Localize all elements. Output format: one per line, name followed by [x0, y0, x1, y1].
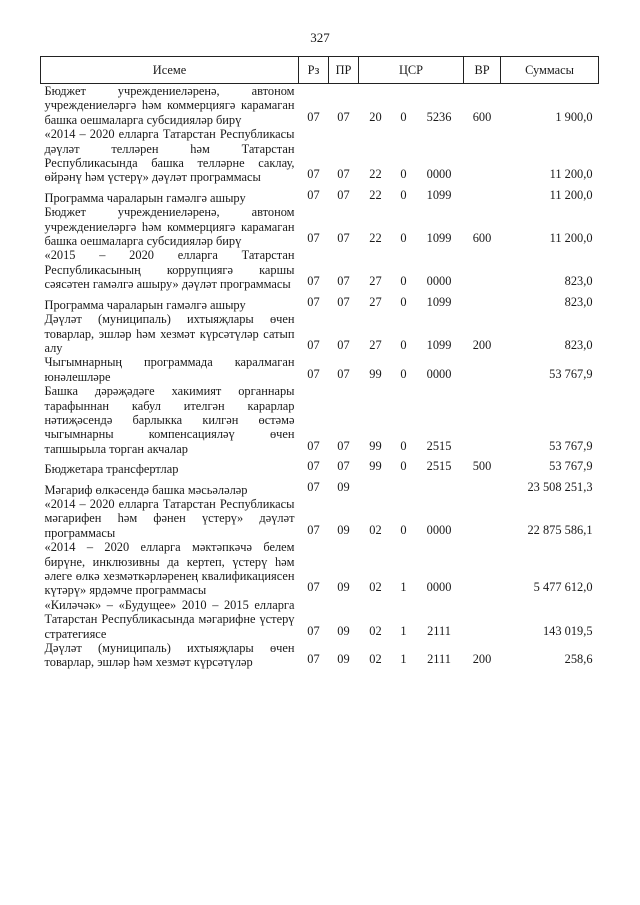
row-rz: 07 — [307, 479, 320, 494]
table-row — [41, 540, 599, 598]
row-vr — [464, 355, 501, 384]
row-name: Бюджет учреждениеләренә, автоном учреждениеләргә һәм коммерциягә карамаган башка оешмаларга субсидияләр бирү — [44, 84, 295, 127]
row-name: Башка дәрәҗәдәге хакимият органнары тарафыннан кабул ителгән карарлар нәтиҗәсендә барлыкка килгән өстәмә чыгымнарны компенсацияләү өчен тапшырыла торган акчалар — [44, 384, 295, 456]
row-sum: 258,6 — [564, 652, 593, 667]
row-csr-code: 2515 — [426, 438, 452, 453]
row-pr: 09 — [337, 479, 350, 494]
row-sum: 823,0 — [564, 274, 593, 289]
row-vr: 600 — [472, 231, 492, 246]
row-vr — [464, 292, 501, 312]
row-csr-program: 99 — [369, 366, 382, 381]
row-csr-program: 22 — [369, 187, 382, 202]
row-name: Мәгариф өлкәсендә башка мәсьәләләр — [44, 482, 248, 497]
row-vr — [464, 598, 501, 641]
row-csr-subprogram: 0 — [400, 366, 407, 381]
table-row — [41, 355, 599, 384]
row-csr-subprogram — [393, 477, 415, 497]
row-csr-program: 02 — [369, 623, 382, 638]
row-csr-subprogram: 0 — [400, 274, 407, 289]
row-rz: 07 — [307, 438, 320, 453]
table-row — [41, 127, 599, 185]
row-csr-subprogram: 0 — [400, 187, 407, 202]
header-pr: ПР — [329, 57, 359, 84]
row-pr: 07 — [337, 167, 350, 182]
row-csr-program: 02 — [369, 652, 382, 667]
row-csr-code: 0000 — [426, 366, 452, 381]
row-pr: 07 — [337, 231, 350, 246]
table-row — [41, 248, 599, 291]
row-name: «Киләчәк» – «Будущее» 2010 – 2015 елларга Татарстан Республикасында мәгарифне үстерү стратегиясе — [44, 597, 295, 641]
row-sum: 53 767,9 — [549, 366, 593, 381]
header-sum: Суммасы — [501, 57, 599, 84]
row-rz: 07 — [307, 187, 320, 202]
row-name: «2014 – 2020 елларга Татарстан Республикасы дәүләт телләрен һәм Татарстан Республикасында башка телләрне саклау, өйрәнү һәм үстерү» дәүләт программасы — [44, 127, 295, 185]
row-csr-code: 0000 — [426, 167, 452, 182]
row-vr: 200 — [472, 337, 492, 352]
row-csr-code: 2111 — [427, 623, 451, 638]
row-csr-code: 1099 — [426, 294, 452, 309]
row-name: Программа чараларын гамәлгә ашыру — [44, 190, 246, 205]
row-sum: 5 477 612,0 — [533, 580, 593, 595]
row-csr-program: 02 — [369, 522, 382, 537]
row-name: Дәүләт (муниципаль) ихтыяҗлары өчен товарлар, эшләр һәм хезмәт күрсәтүләр — [44, 641, 295, 670]
row-csr-code: 0000 — [426, 274, 452, 289]
row-rz: 07 — [307, 580, 320, 595]
row-rz: 07 — [307, 337, 320, 352]
row-csr-program: 22 — [369, 167, 382, 182]
row-rz: 07 — [307, 522, 320, 537]
row-csr-program: 22 — [369, 231, 382, 246]
table-row — [41, 598, 599, 641]
row-name: Чыгымнарның программада каралмаган юнәлешләре — [44, 355, 295, 384]
row-rz: 07 — [307, 167, 320, 182]
row-name: Дәүләт (муниципаль) ихтыяҗлары өчен товарлар, эшләр һәм хезмәт күрсәтүләр сатып алу — [44, 312, 295, 355]
row-csr-subprogram: 0 — [400, 231, 407, 246]
table-row — [41, 384, 599, 456]
row-sum: 23 508 251,3 — [527, 479, 593, 494]
row-sum: 53 767,9 — [549, 438, 593, 453]
row-rz: 07 — [307, 623, 320, 638]
table-row — [41, 312, 599, 355]
row-sum: 11 200,0 — [549, 167, 593, 182]
row-sum: 143 019,5 — [542, 623, 593, 638]
row-csr-code: 2111 — [427, 652, 451, 667]
row-sum: 53 767,9 — [549, 459, 593, 474]
row-csr-subprogram: 1 — [400, 652, 407, 667]
row-sum: 1 900,0 — [555, 109, 593, 124]
header-rz: Рз — [299, 57, 329, 84]
row-csr-program: 99 — [369, 438, 382, 453]
row-csr-subprogram: 1 — [400, 580, 407, 595]
row-csr-subprogram: 0 — [400, 459, 407, 474]
table-row — [41, 477, 599, 497]
row-pr: 09 — [337, 652, 350, 667]
row-vr: 500 — [472, 459, 492, 474]
row-pr: 07 — [337, 294, 350, 309]
row-csr-program: 27 — [369, 274, 382, 289]
row-rz: 07 — [307, 294, 320, 309]
row-pr: 07 — [337, 459, 350, 474]
row-name: «2015 – 2020 елларга Татарстан Республикасының коррупциягә каршы сәясәтен гамәлгә ашыру» дәүләт программасы — [44, 248, 295, 292]
table-row — [41, 456, 599, 476]
row-csr-program: 99 — [369, 459, 382, 474]
row-csr-code: 0000 — [426, 580, 452, 595]
row-pr: 07 — [337, 438, 350, 453]
row-vr — [464, 185, 501, 205]
table-row — [41, 292, 599, 312]
row-rz: 07 — [307, 652, 320, 667]
page-number: 327 — [310, 30, 330, 45]
row-csr-code: 1099 — [426, 337, 452, 352]
row-pr: 07 — [337, 187, 350, 202]
row-vr — [464, 127, 501, 185]
row-name: «2014 – 2020 елларга Татарстан Республикасы мәгарифен һәм фәнен үстерү» дәүләт программасы — [44, 496, 295, 540]
row-csr-subprogram: 1 — [400, 623, 407, 638]
row-csr-code: 2515 — [426, 459, 452, 474]
row-csr-subprogram: 0 — [400, 337, 407, 352]
row-vr — [464, 540, 501, 598]
row-rz: 07 — [307, 109, 320, 124]
budget-table — [40, 56, 599, 670]
row-pr: 09 — [337, 580, 350, 595]
header-name: Исеме — [41, 57, 299, 84]
row-sum: 823,0 — [564, 294, 593, 309]
row-csr-code: 0000 — [426, 522, 452, 537]
row-csr-subprogram: 0 — [400, 167, 407, 182]
row-rz: 07 — [307, 274, 320, 289]
table-header-row — [41, 57, 599, 84]
table-row — [41, 84, 599, 128]
table-row — [41, 205, 599, 248]
row-csr-program: 27 — [369, 337, 382, 352]
row-csr-code: 1099 — [426, 231, 452, 246]
row-rz: 07 — [307, 459, 320, 474]
row-sum: 22 875 586,1 — [527, 522, 593, 537]
row-name: Бюджетара трансфертлар — [44, 462, 179, 477]
row-vr: 200 — [472, 652, 492, 667]
row-sum: 11 200,0 — [549, 231, 593, 246]
row-pr: 07 — [337, 337, 350, 352]
row-csr-program — [359, 477, 393, 497]
row-rz: 07 — [307, 231, 320, 246]
row-name: Программа чараларын гамәлгә ашыру — [44, 297, 246, 312]
row-csr-program: 02 — [369, 580, 382, 595]
row-vr: 600 — [472, 109, 492, 124]
header-vr: ВР — [464, 57, 501, 84]
row-pr: 07 — [337, 274, 350, 289]
row-csr-code: 1099 — [426, 187, 452, 202]
row-pr: 07 — [337, 109, 350, 124]
row-csr-subprogram: 0 — [400, 109, 407, 124]
row-sum: 823,0 — [564, 337, 593, 352]
row-vr — [464, 248, 501, 291]
row-csr-subprogram: 0 — [400, 522, 407, 537]
row-rz: 07 — [307, 366, 320, 381]
header-csr: ЦСР — [359, 57, 464, 84]
table-row — [41, 185, 599, 205]
row-name: Бюджет учреждениеләренә, автоном учреждениеләргә һәм коммерциягә карамаган башка оешмаларга субсидияләр бирү — [44, 205, 295, 249]
row-vr — [464, 384, 501, 456]
table-row — [41, 641, 599, 670]
row-csr-program: 20 — [369, 109, 382, 124]
row-pr: 07 — [337, 366, 350, 381]
row-pr: 09 — [337, 623, 350, 638]
table-row — [41, 497, 599, 540]
row-vr — [464, 477, 501, 497]
row-csr-subprogram: 0 — [400, 438, 407, 453]
row-csr-program: 27 — [369, 294, 382, 309]
row-csr-subprogram: 0 — [400, 294, 407, 309]
row-csr-code — [415, 477, 464, 497]
row-csr-code: 5236 — [426, 109, 452, 124]
row-name: «2014 – 2020 елларга мәктәпкәчә белем бирүне, инклюзивны да кертеп, үстерү һәм әлеге өлкә хезмәткәрләренең квалификациясен күтәрү» ярдәмче программасы — [44, 540, 295, 598]
row-pr: 09 — [337, 522, 350, 537]
row-sum: 11 200,0 — [549, 187, 593, 202]
row-vr — [464, 497, 501, 540]
